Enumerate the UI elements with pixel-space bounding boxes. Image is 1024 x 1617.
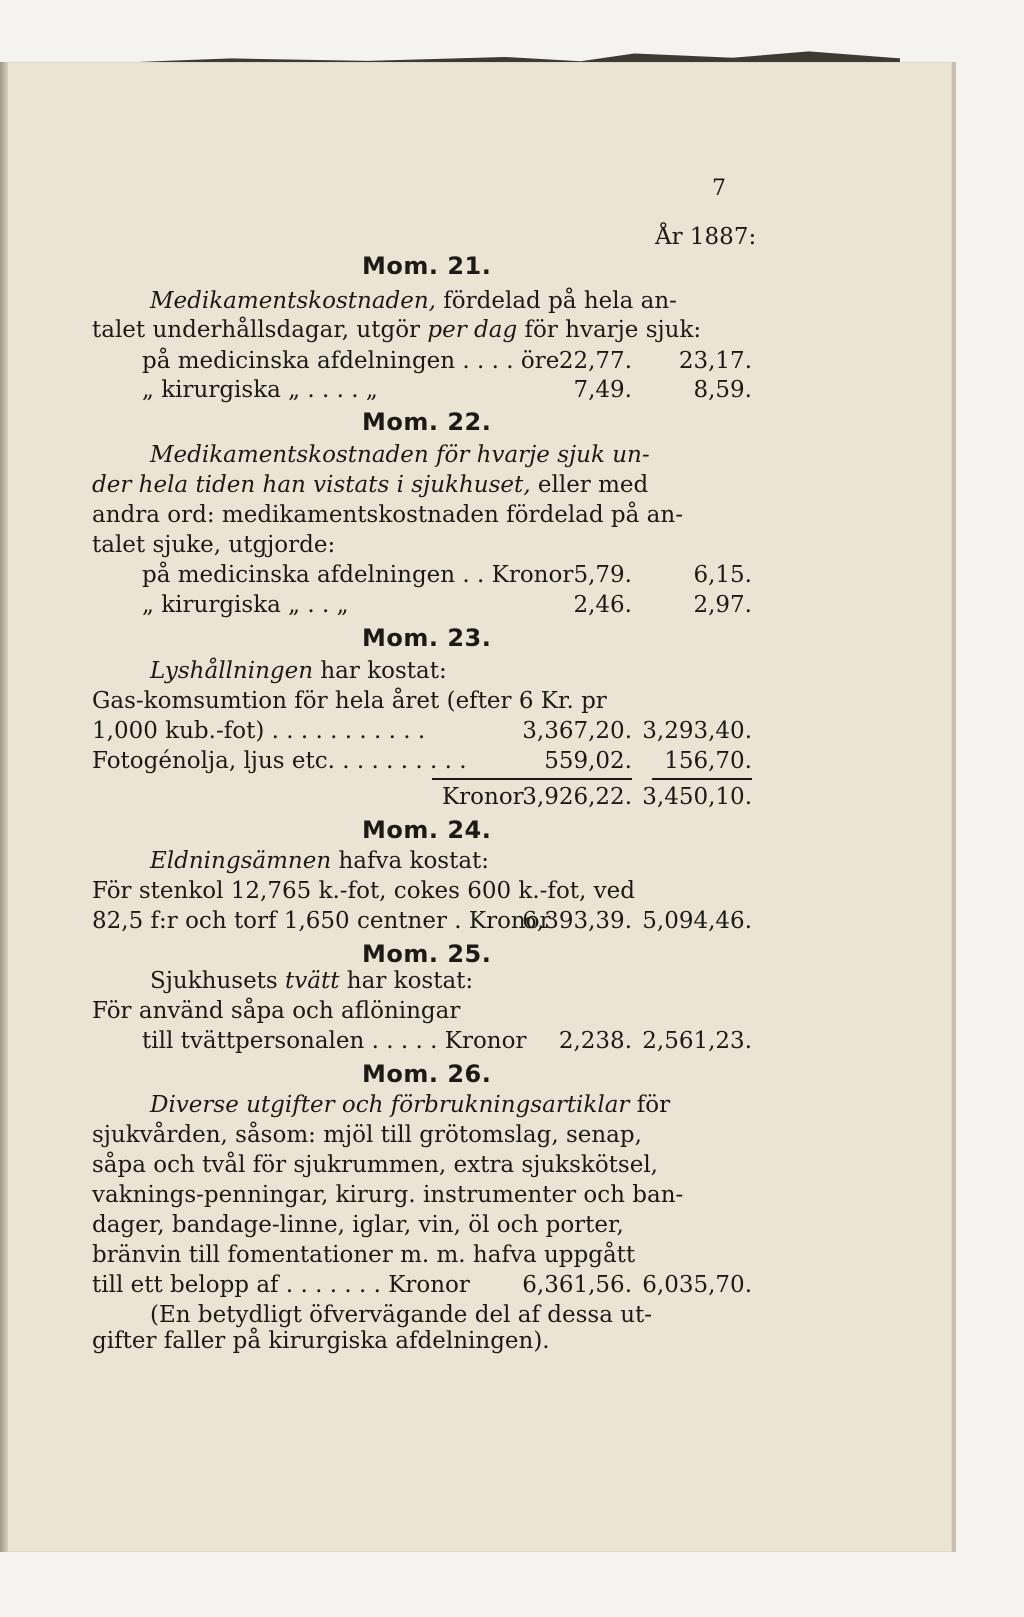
mom-23-row-2-1887: 156,70.	[664, 748, 752, 774]
mom-22-row-2-label: „ kirurgiska „ . . „	[142, 592, 349, 618]
mom-21-per-dag: per dag	[427, 317, 518, 343]
mom-23-row-1-1887: 3,293,40.	[642, 718, 752, 744]
mom-26-text-line-3: såpa och tvål för sjukrummen, extra sjukskötsel,	[92, 1152, 658, 1178]
mom-23-row-1-label: 1,000 kub.-fot) . . . . . . . . . . .	[92, 718, 426, 744]
mom-24-heading: Mom. 24.	[362, 816, 492, 844]
mom-25-text-line-2: För använd såpa och aflöningar	[92, 998, 461, 1024]
mom-22-row-1-value: 5,79.	[573, 562, 632, 588]
mom-25-subject: tvätt	[285, 968, 340, 994]
mom-26-note-line-2: gifter faller på kirurgiska afdelningen).	[92, 1328, 550, 1354]
mom-25-line-1-a: Sjukhusets	[150, 968, 286, 994]
mom-21-row-1-label: på medicinska afdelningen . . . . öre	[142, 348, 560, 374]
mom-21-row-1-1887: 23,17.	[678, 348, 752, 374]
mom-26-text-line-1	[150, 1094, 670, 1117]
mom-26-note-line-1: (En betydligt öfvervägande del af dessa ut-	[150, 1302, 653, 1328]
mom-23-text-line-1	[150, 660, 447, 683]
mom-26-text-line-5: dager, bandage-linne, iglar, vin, öl och porter,	[92, 1212, 624, 1238]
mom-22-row-2-value: 2,46.	[573, 592, 632, 618]
mom-21-row-2-label: „ kirurgiska „ . . . . „	[142, 377, 378, 403]
mom-23-line-1-rest: har kostat:	[313, 658, 447, 684]
mom-23-row-2-value: 559,02.	[544, 748, 632, 774]
mom-24-text-line-2: För stenkol 12,765 k.-fot, cokes 600 k.-fot, ved	[92, 878, 635, 904]
page-right-edge	[952, 62, 956, 1552]
mom-26-text-line-4: vaknings-penningar, kirurg. instrumenter och ban-	[92, 1182, 684, 1208]
mom-26-row-1-1887: 6,035,70.	[642, 1272, 752, 1298]
mom-22-text-line-4: talet sjuke, utgjorde:	[92, 532, 336, 558]
mom-24-row-1-1887: 5,094,46.	[642, 908, 752, 934]
mom-22-line-2-rest: eller med	[530, 472, 649, 498]
mom-25-text-line-1	[150, 970, 473, 993]
mom-24-row-1-label: 82,5 f:r och torf 1,650 centner . Kronor	[92, 908, 551, 934]
mom-21-heading: Mom. 21.	[362, 252, 492, 280]
page-number: 7	[712, 176, 726, 201]
mom-26-subject: Diverse utgifter och förbrukningsartiklar	[150, 1092, 630, 1118]
mom-23-total-label: Kronor	[442, 784, 524, 810]
mom-26-row-1-label: till ett belopp af . . . . . . . Kronor	[92, 1272, 470, 1298]
mom-21-line-2-b: för hvarje sjuk:	[517, 317, 702, 343]
mom-25-row-1-1887: 2,561,23.	[642, 1028, 752, 1054]
mom-23-row-2-label: Fotogénolja, ljus etc. . . . . . . . . .	[92, 748, 467, 774]
mom-21-row-2-value: 7,49.	[573, 377, 632, 403]
mom-23-text-line-2: Gas-komsumtion för hela året (efter 6 Kr. pr	[92, 688, 607, 714]
mom-21-row-1-value: 22,77.	[558, 348, 632, 374]
page-binding-edge	[0, 62, 8, 1552]
mom-25-row-1-label: till tvättpersonalen . . . . . Kronor	[142, 1028, 527, 1054]
mom-24-line-1-rest: hafva kostat:	[331, 848, 490, 874]
mom-22-line-2-italic: der hela tiden han vistats i sjukhuset,	[92, 472, 531, 498]
mom-22-text-line-1: Medikamentskostnaden för hvarje sjuk un-	[150, 442, 650, 468]
mom-22-row-1-1887: 6,15.	[693, 562, 752, 588]
mom-22-heading: Mom. 22.	[362, 408, 492, 436]
mom-21-text-line-2	[92, 319, 701, 342]
mom-22-row-2-1887: 2,97.	[693, 592, 752, 618]
mom-23-total-1887: 3,450,10.	[642, 784, 752, 810]
mom-25-heading: Mom. 25.	[362, 940, 492, 968]
mom-22-row-1-label: på medicinska afdelningen . . Kronor	[142, 562, 574, 588]
mom-21-subject: Medikamentskostnaden,	[150, 288, 436, 314]
mom-23-row-1-value: 3,367,20.	[522, 718, 632, 744]
mom-26-row-1-value: 6,361,56.	[522, 1272, 632, 1298]
year-column-header: År 1887:	[655, 224, 757, 250]
mom-22-text-line-2	[92, 474, 648, 497]
mom-23-subject: Lyshållningen	[150, 658, 314, 684]
mom-23-heading: Mom. 23.	[362, 624, 492, 652]
mom-26-text-line-2: sjukvården, såsom: mjöl till grötomslag, senap,	[92, 1122, 642, 1148]
mom-24-row-1-value: 6,393,39.	[522, 908, 632, 934]
mom-21-row-2-1887: 8,59.	[693, 377, 752, 403]
mom-23-sum-rule	[432, 778, 632, 780]
mom-24-text-line-1	[150, 850, 489, 873]
mom-22-text-line-3: andra ord: medikamentskostnaden fördelad på an-	[92, 502, 683, 528]
mom-26-heading: Mom. 26.	[362, 1060, 492, 1088]
mom-26-text-line-6: bränvin till fomentationer m. m. hafva uppgått	[92, 1242, 636, 1268]
mom-25-line-1-b: har kostat:	[339, 968, 474, 994]
mom-21-line-1-rest: fördelad på hela an-	[435, 288, 677, 314]
mom-21-line-2-a: talet underhållsdagar, utgör	[92, 317, 428, 343]
mom-21-text-line-1	[150, 290, 677, 313]
mom-26-line-1-rest: för	[629, 1092, 671, 1118]
mom-23-sum-rule-1887	[652, 778, 752, 780]
mom-25-row-1-value: 2,238.	[558, 1028, 632, 1054]
mom-24-subject: Eldningsämnen	[150, 848, 332, 874]
mom-23-total-value: 3,926,22.	[522, 784, 632, 810]
